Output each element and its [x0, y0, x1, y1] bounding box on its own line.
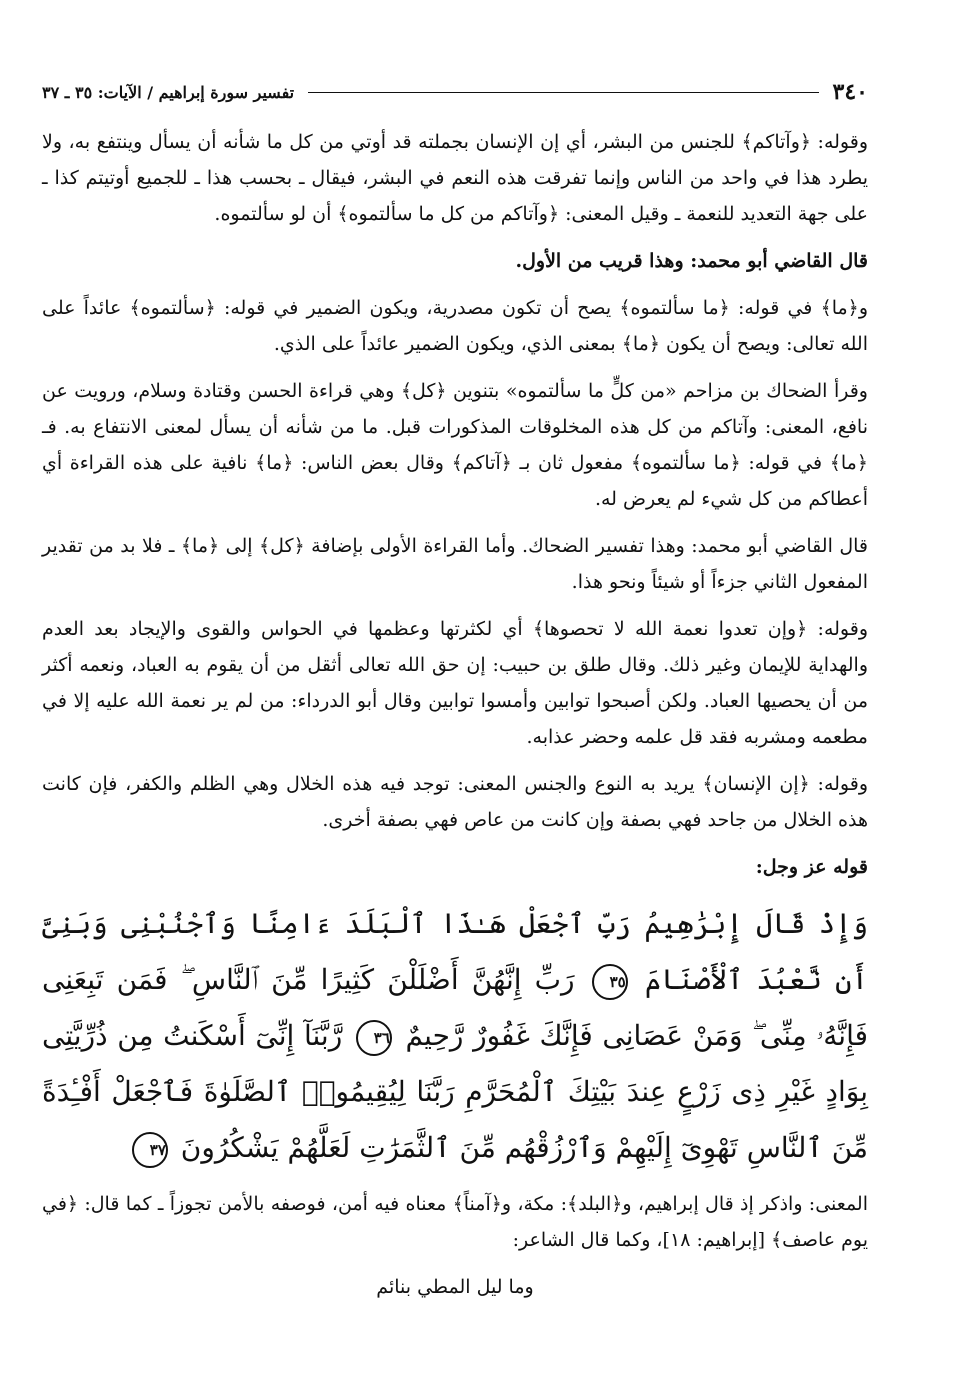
page-number: ٣٤٠ [832, 79, 868, 105]
paragraph: المعنى: واذكر إذ قال إبراهيم، و﴿البلد﴾: مكة، و﴿آمناً﴾ معناه فيه أمن، فوصفه بالأمن تجوزاً ـ كما قال: ﴿في يوم عاصف﴾ [إبراهيم: ١٨]، وكما قال الشاعر: [42, 1193, 868, 1251]
page-header [42, 78, 868, 106]
ayah-text: رَبِّ إِنَّهُنَّ أَضْلَلْنَ كَثِيرًا مِّنَ ٱلنَّاسِ ۖ فَمَن تَبِعَنِى فَإِنَّهُۥ مِنِّى ۖ وَمَنْ عَصَانِى فَإِنَّكَ غَفُورٌ رَّحِيمٌ [42, 963, 869, 1052]
quran-passage [42, 896, 868, 1176]
paragraph: وقوله: ﴿إن الإنسان﴾ يريد به النوع والجنس المعنى: توجد فيه هذه الخلال وهي الظلم والكفر، فإن كانت هذه الخلال من جاحد فهي بصفة وإن كانت من عاص فهي بصفة أخرى. [42, 773, 868, 831]
ayah-text: وَإِذْ قَالَ إِبْرَٰهِيمُ رَبِّ ٱجْعَلْ هَـٰذَا ٱلْبَلَدَ ءَامِنًا وَٱجْنُبْنِى وَبَنِىَّ أَن نَّعْبُدَ ٱلْأَصْنَامَ [42, 907, 868, 996]
ayah-number-marker: ٣٧ [132, 1132, 168, 1168]
paragraph: وقوله: ﴿وإن تعدوا نعمة الله لا تحصوها﴾ أي لكثرتها وعظمها في الحواس والقوى والإيجاد بعد العدم والهداية للإيمان وغير ذلك. وقال طلق بن حبيب: إن حق الله تعالى أثقل من أن يقوم به العباد، ونعمه أكثر من أن يحصيها العباد. ولكن أصبحوا توابين وأمسوا توابين وقال أبو الدرداء: من لم ير نعمة الله عليه إلا في مطعمه ومشربه فقد قل علمه وحضر عذابه. [42, 618, 868, 748]
poetry-verse: وما ليل المطي بنائم [376, 1276, 534, 1298]
ayah-number-marker: ٣٥ [592, 964, 628, 1000]
paragraph: وقرأ الضحاك بن مزاحم «من كلٍّ ما سألتموه» بتنوين ﴿كل﴾ وهي قراءة الحسن وقتادة وسلام، ورويت عن نافع، المعنى: وآتاكم من كل هذه المخلوقات المذكورات قبل. ما من شأنه أن يسأل لمعنى الانتفاع به. فـ ﴿ما﴾ في قوله: ﴿ما سألتموه﴾ مفعول ثان بـ ﴿آتاكم﴾ وقال بعض الناس: ﴿ما﴾ نافية على هذه القراءة أي أعطاكم من كل شيء لم يعرض له. [42, 380, 868, 510]
header-rule [308, 92, 818, 93]
paragraph: قال القاضي أبو محمد: وهذا تفسير الضحاك. وأما القراءة الأولى بإضافة ﴿كل﴾ إلى ﴿ما﴾ ـ فلا بد من تقدير المفعول الثاني جزءاً أو شيئاً ونحو هذا. [42, 535, 868, 593]
verse-intro: قوله عز وجل: [755, 856, 868, 878]
running-title: تفسير سورة إبراهيم / الآيات: ٣٥ ـ ٣٧ [42, 82, 295, 102]
ayah-text: رَّبَّنَآ إِنِّىٓ أَسْكَنتُ مِن ذُرِّيَّتِى بِوَادٍ غَيْرِ ذِى زَرْعٍ عِندَ بَيْتِكَ ٱلْمُحَرَّمِ رَبَّنَا لِيُقِيمُوا۟ ٱلصَّلَوٰةَ فَٱجْعَلْ أَفْـِٔدَةً مِّنَ ٱلنَّاسِ تَهْوِىٓ إِلَيْهِمْ وَٱرْزُقْهُم مِّنَ ٱلثَّمَرَٰتِ لَعَلَّهُمْ يَشْكُرُونَ [42, 1019, 868, 1164]
page-body [42, 124, 868, 1305]
paragraph: وقوله: ﴿وآتاكم﴾ للجنس من البشر، أي إن الإنسان بجملته قد أوتي من كل ما شأنه أن يسأل وينتفع به، ولا يطرد هذا في واحد من الناس وإنما تفرقت هذه النعم في البشر، فيقال ـ بحسب هذا ـ للجميع أوتيتم كذا ـ على جهة التعديد للنعمة ـ وقيل المعنى: ﴿وآتاكم من كل ما سألتموه﴾ أن لو سألتموه. [42, 131, 868, 225]
paragraph: و﴿ما﴾ في قوله: ﴿ما سألتموه﴾ يصح أن تكون مصدرية، ويكون الضمير في قوله: ﴿سألتموه﴾ عائداً على الله تعالى: ويصح أن يكون ﴿ما﴾ بمعنى الذي، ويكون الضمير عائداً على الذي. [42, 297, 868, 355]
paragraph: قال القاضي أبو محمد: وهذا قريب من الأول. [515, 250, 868, 272]
ayah-number-marker: ٣٦ [356, 1020, 392, 1056]
